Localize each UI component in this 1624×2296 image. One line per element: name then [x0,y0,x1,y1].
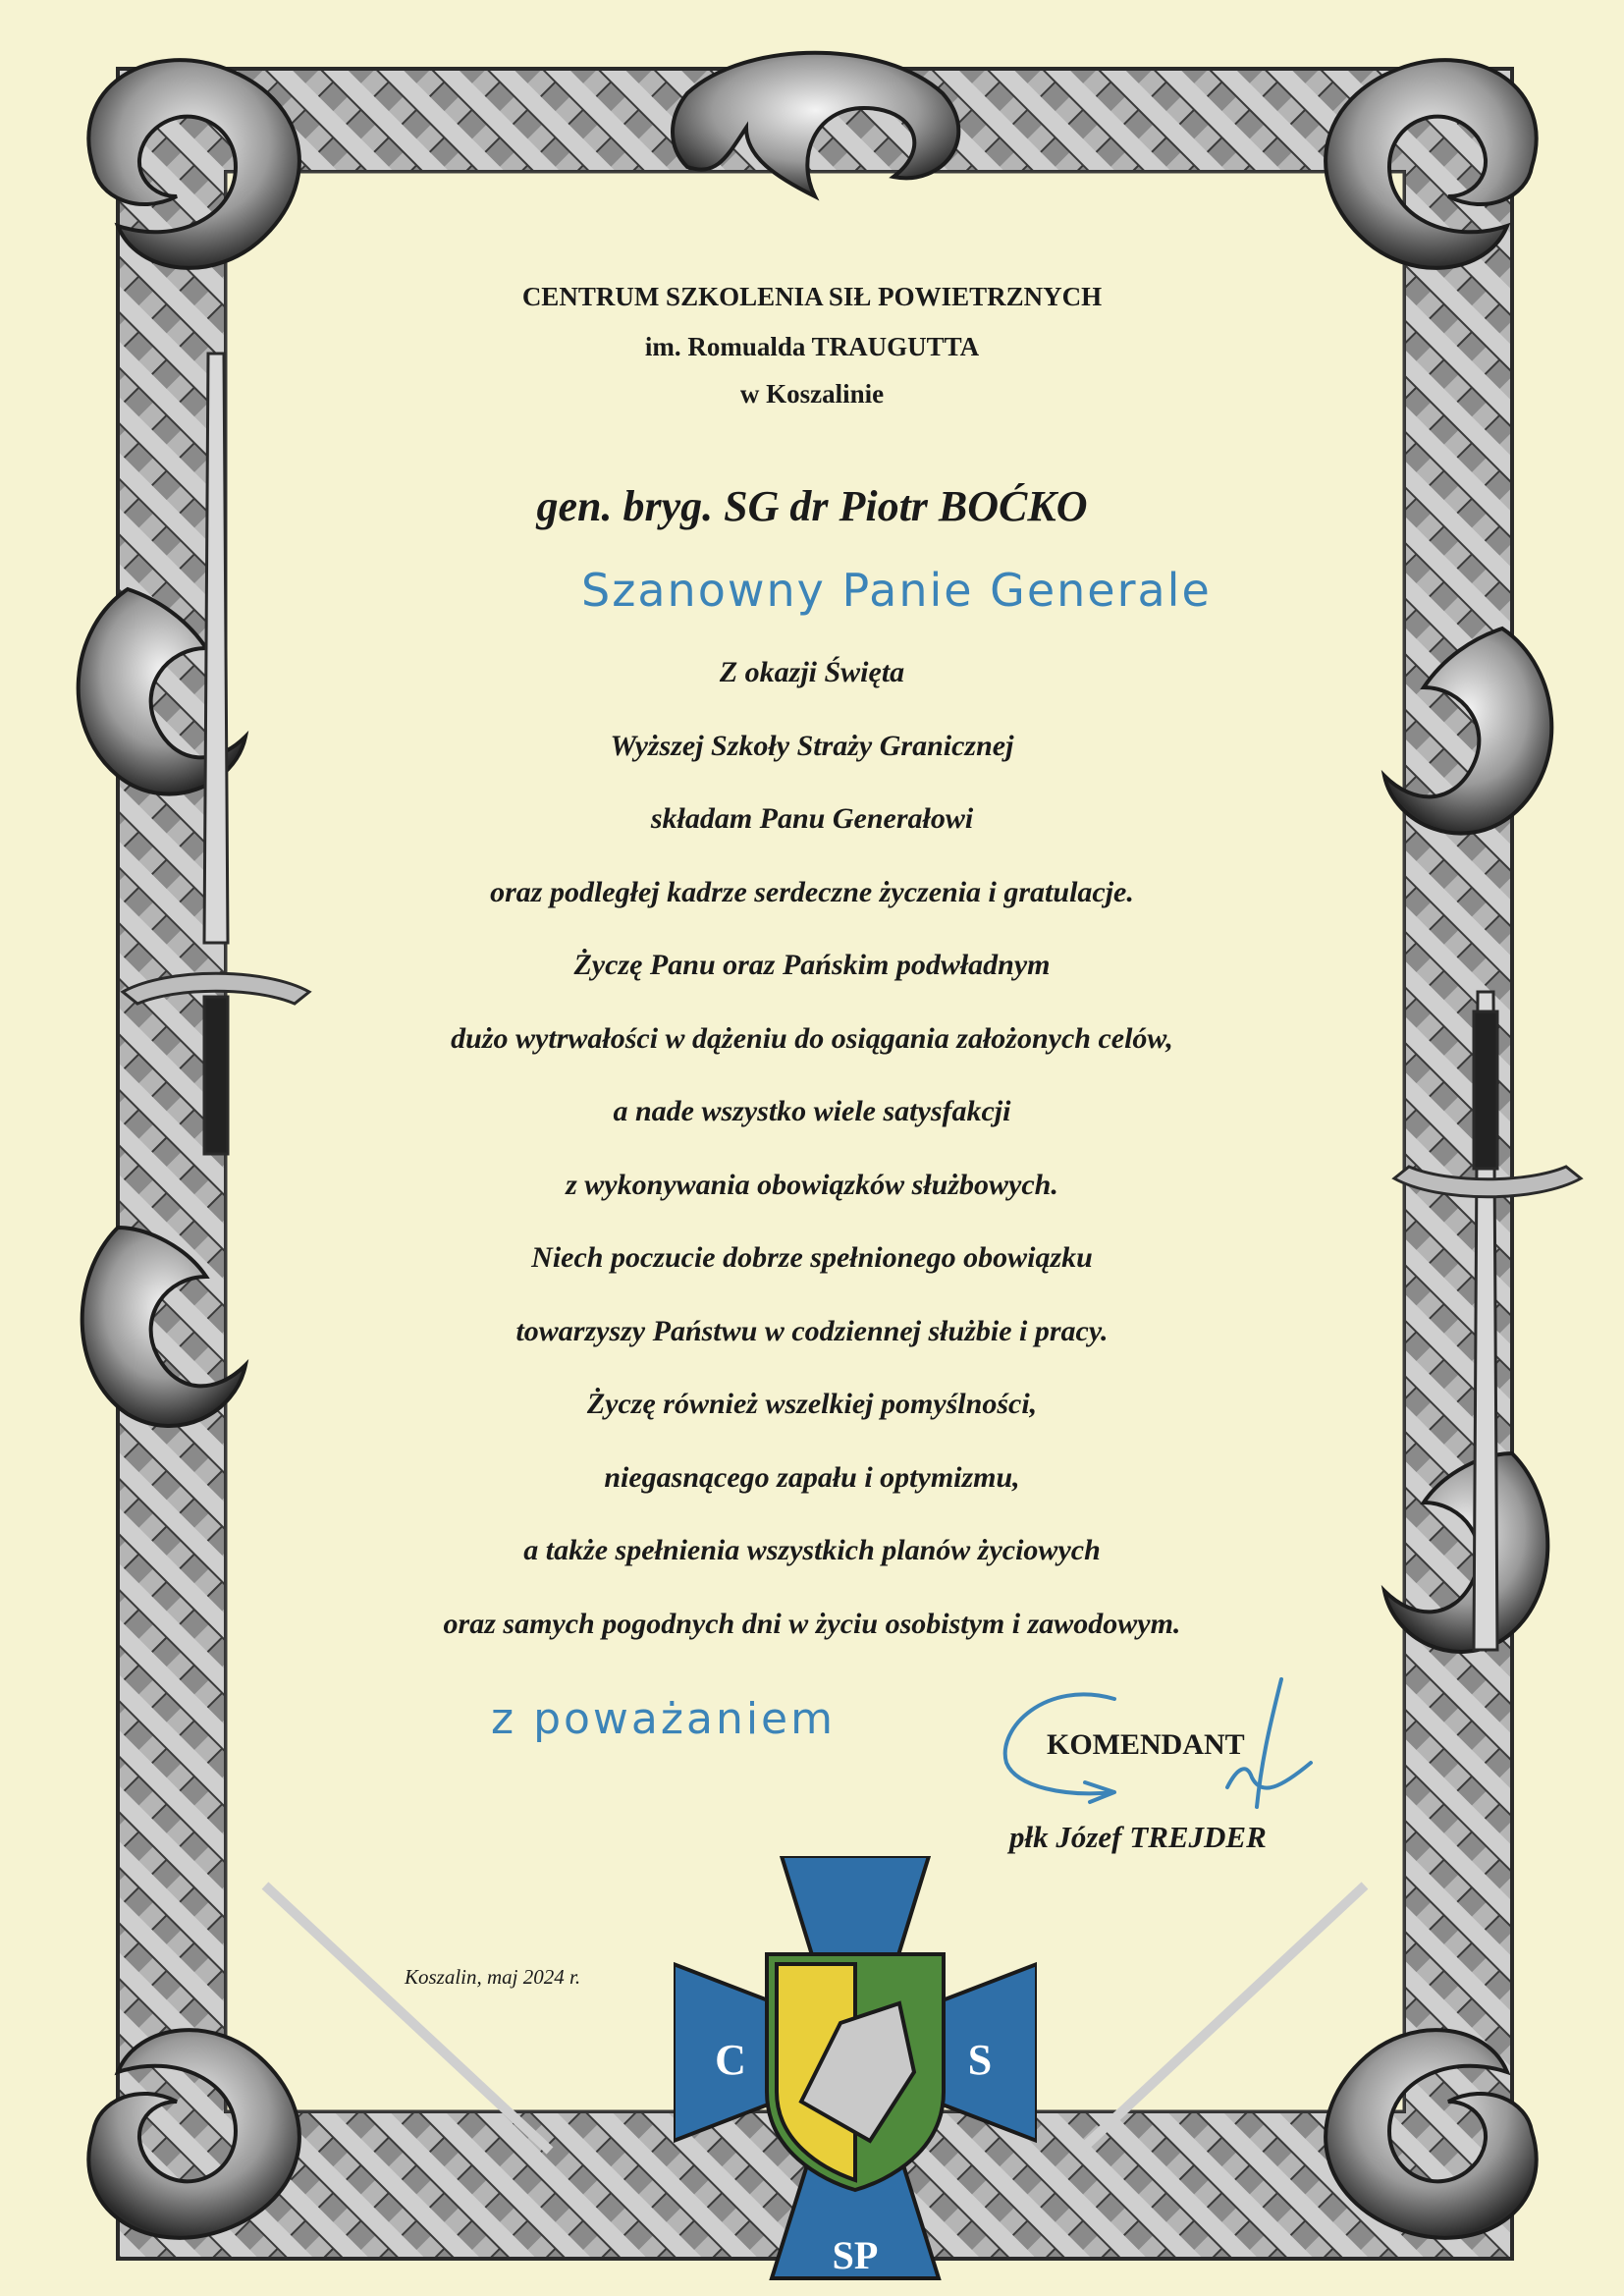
emblem-letter-c: C [715,2036,746,2084]
letter-line: Niech poczucie dobrze spełnionego obowiązku [531,1241,1093,1274]
institution-name: CENTRUM SZKOLENIA SIŁ POWIETRZNYCH [521,282,1103,311]
letter-line: oraz podległej kadrze serdeczne życzenia i gratulacje. [490,875,1134,908]
handwritten-salutation: Szanowny Panie Generale [581,564,1212,617]
letter-line: a nade wszystko wiele satysfakcji [613,1095,1011,1127]
letter-line: dużo wytrwałości w dążeniu do osiągania założonych celów, [451,1021,1173,1055]
institution-city: w Koszalinie [739,379,885,409]
place-date: Koszalin, maj 2024 r. [405,1965,581,1989]
emblem-cross [674,1856,1037,2288]
emblem-letters-sp: SP [832,2233,879,2277]
letter-line: składam Panu Generałowi [650,802,974,835]
signature-name: płk Józef TREJDER [1009,1820,1267,1854]
letter-line: niegasnącego zapału i optymizmu, [604,1460,1020,1494]
letter-line: Z okazji Święta [719,656,905,688]
letter-line: a także spełnienia wszystkich planów życiowych [523,1534,1101,1566]
letter-line: towarzyszy Państwu w codziennej służbie i pracy. [515,1314,1109,1347]
letter-line: Życzę również wszelkiej pomyślności, [586,1388,1038,1420]
emblem-letter-s: S [967,2036,993,2084]
letter-line: oraz samych pogodnych dni w życiu osobistym i zawodowym. [443,1607,1181,1640]
signature-title: KOMENDANT [1047,1728,1245,1761]
letter-line: Wyższej Szkoły Straży Granicznej [610,729,1014,762]
handwritten-closing: z poważaniem [491,1694,836,1744]
institution-patron: im. Romualda TRAUGUTTA [644,332,980,361]
letter-line: Życzę Panu oraz Pańskim podwładnym [573,949,1051,981]
recipient-name: gen. bryg. SG dr Piotr BOĆKO [536,482,1088,530]
letter-line: z wykonywania obowiązków służbowych. [566,1168,1058,1201]
